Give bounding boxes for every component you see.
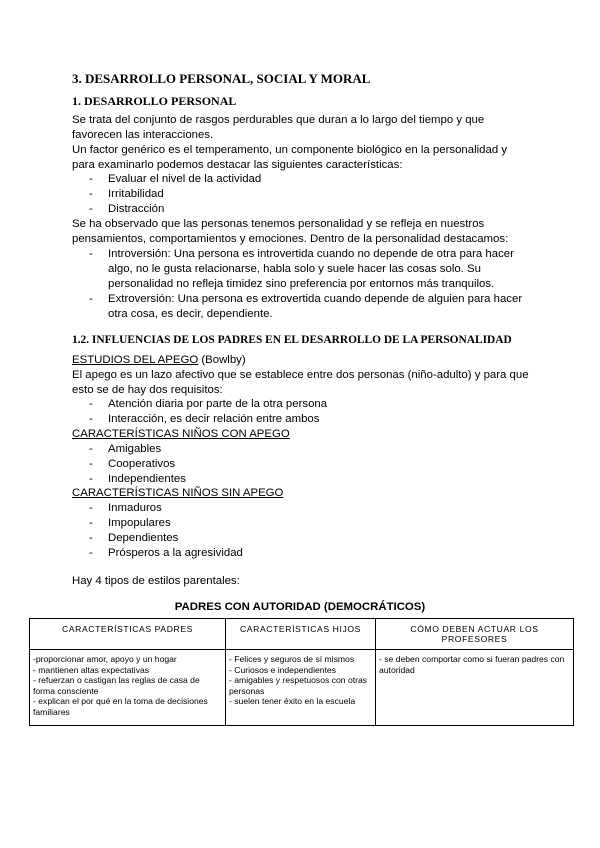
cell-hijos [226, 650, 376, 726]
list-item: - Inmaduros [72, 501, 532, 516]
header-como-actuar-profesores: CÓMO DEBEN ACTUAR LOS PROFESORES [376, 619, 574, 650]
table-row [30, 650, 574, 726]
cell-line: - Curiosos e independientes [229, 664, 337, 675]
paragraph-temperament: Un factor genérico es el temperamento, un componente biológico en la personalidad y para examinarlo podemos destacar las siguientes características: [72, 144, 508, 171]
list-item: - Independientes [72, 472, 532, 487]
list-item: - Introversión: Una persona es introvertida cuando no depende de otra para hacer algo, no le gusta relacionarse, habla solo y suele hacer las cosas solo. Su personalidad no refleja timidez sino preferencia por entornos más tranquilos. [72, 247, 524, 292]
subsection-title-influences: 1.2. INFLUENCIAS DE LOS PADRES EN EL DESARROLLO DE LA PERSONALIDAD [72, 334, 512, 346]
con-apego-heading: CARACTERÍSTICAS NIÑOS CON APEGO [72, 428, 290, 440]
list-item: - Interacción, es decir relación entre ambos [72, 412, 532, 427]
apego-author: (Bowlby) [198, 354, 246, 366]
list-item: - Cooperativos [72, 457, 532, 472]
list-item: - Atención diaria por parte de la otra persona [72, 397, 532, 412]
con-apego-list [72, 442, 532, 487]
cell-line: - refuerzan o castigan las reglas de casa de forma consciente [33, 675, 200, 696]
cell-line: - mantienen altas expectativas [33, 664, 150, 675]
requisitos-list [72, 397, 532, 427]
list-item: - Impopulares [72, 516, 532, 531]
subsection-title-personal: 1. DESARROLLO PERSONAL [72, 94, 237, 108]
header-caracteristicas-hijos: CARACTERÍSTICAS HIJOS [226, 619, 376, 650]
parenting-table [29, 618, 574, 726]
apego-heading: ESTUDIOS DEL APEGO [72, 354, 199, 366]
table-header-row [30, 619, 574, 650]
list-item: - Irritabilidad [72, 187, 532, 202]
list-item: - Amigables [72, 442, 532, 457]
list-item: - Evaluar el nivel de la actividad [72, 172, 532, 187]
list-item: - Prósperos a la agresividad [72, 546, 532, 561]
sin-apego-list [72, 501, 532, 561]
cell-padres [30, 650, 226, 726]
paragraph-apego: El apego es un lazo afectivo que se establece entre dos personas (niño-adulto) y para que esto se de hay dos requisitos: [72, 369, 529, 396]
section-title: 3. DESARROLLO PERSONAL, SOCIAL Y MORAL [72, 71, 371, 86]
cell-line: - explican el por qué en la toma de decisiones familiares [33, 696, 208, 717]
list-item: - Extroversión: Una persona es extrovertida cuando depende de alguien para hacer otra cosa, es decir, dependiente. [72, 292, 524, 322]
paragraph-estilos: Hay 4 tipos de estilos parentales: [72, 575, 240, 587]
apego-heading-line [72, 353, 532, 368]
header-caracteristicas-padres: CARACTERÍSTICAS PADRES [30, 619, 226, 650]
personality-list [72, 247, 524, 322]
cell-line: - Felices y seguros de sí mismos [229, 654, 355, 664]
paragraph-definition: Se trata del conjunto de rasgos perdurables que duran a lo largo del tiempo y que favorecen las interacciones. [72, 114, 485, 141]
cell-line: -proporcionar amor, apoyo y un hogar [33, 654, 177, 664]
cell-line: - suelen tener éxito en la escuela [229, 696, 356, 707]
cell-line: - se deben comportar como si fueran padres con autoridad [379, 654, 565, 675]
cell-line: - amigables y respetuosos con otras personas [229, 675, 368, 696]
table-title: PADRES CON AUTORIDAD (DEMOCRÁTICOS) [174, 601, 426, 613]
paragraph-personality: Se ha observado que las personas tenemos personalidad y se refleja en nuestros pensamientos, comportamientos y emociones. Dentro de la personalidad destacamos: [72, 218, 509, 245]
sin-apego-heading: CARACTERÍSTICAS NIÑOS SIN APEGO [72, 487, 284, 499]
list-item: - Distracción [72, 202, 532, 217]
cell-profesores [376, 650, 574, 726]
list-item: - Dependientes [72, 531, 532, 546]
temperament-list [72, 172, 532, 217]
